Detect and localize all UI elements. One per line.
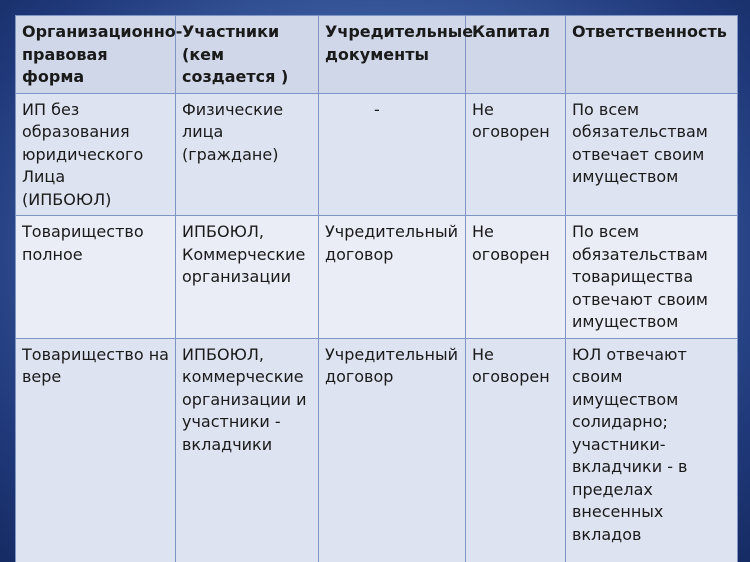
cell-liability: По всем обязательствам товарищества отвечают своим имуществом [566, 216, 738, 339]
header-participants: Участники (кем создается ) [176, 16, 319, 94]
cell-legal-form: Товарищество на вере [16, 338, 176, 562]
cell-participants: Физические лица (граждане) [176, 93, 319, 216]
cell-founding-documents: Учредительный договор [319, 216, 466, 339]
cell-liability: По всем обязательствам отвечает своим имуществом [566, 93, 738, 216]
table-row [16, 93, 738, 216]
header-capital: Капитал [466, 16, 566, 94]
table-row [16, 216, 738, 339]
cell-participants: ИПБОЮЛ, коммерческие организации и участники - вкладчики [176, 338, 319, 562]
cell-capital: Не оговорен [466, 338, 566, 562]
cell-founding-documents: Учредительный договор [319, 338, 466, 562]
cell-liability: ЮЛ отвечают своим имуществом солидарно; участники- вкладчики - в пределах внесенных вкладов [566, 338, 738, 562]
table-row [16, 338, 738, 562]
slide-table-container [15, 15, 737, 562]
cell-participants: ИПБОЮЛ, Коммерческие организации [176, 216, 319, 339]
cell-founding-documents: - [319, 93, 466, 216]
cell-capital: Не оговорен [466, 216, 566, 339]
header-founding-documents: Учредительные документы [319, 16, 466, 94]
cell-capital: Не оговорен [466, 93, 566, 216]
cell-legal-form: Товарищество полное [16, 216, 176, 339]
table-header-row [16, 16, 738, 94]
cell-legal-form: ИП без образования юридического Лица (ИПБОЮЛ) [16, 93, 176, 216]
legal-forms-table [15, 15, 738, 562]
header-legal-form: Организационно- правовая форма [16, 16, 176, 94]
header-liability: Ответственность [566, 16, 738, 94]
